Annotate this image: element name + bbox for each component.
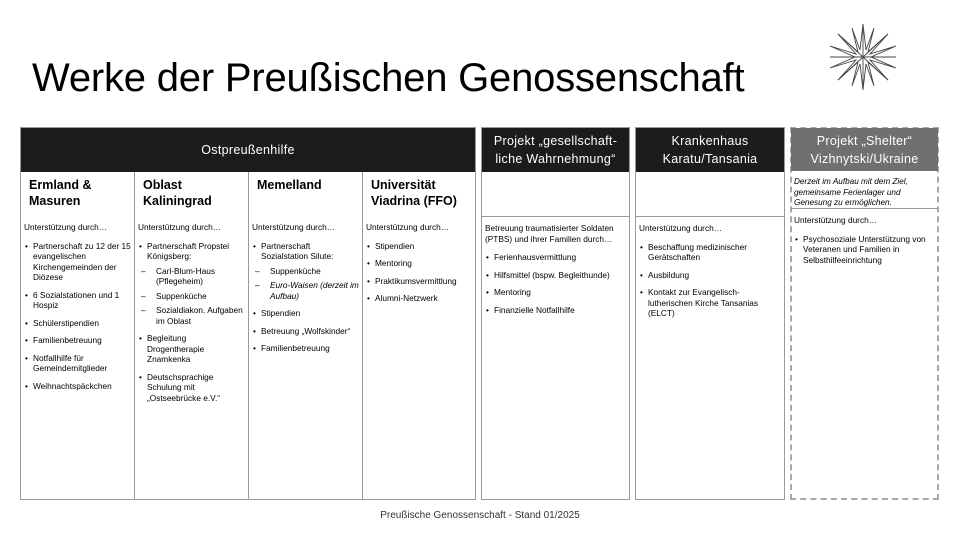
list-item: • Mentoring — [485, 287, 626, 298]
list-item: • Betreuung „Wolfskinder“ — [252, 326, 359, 337]
list-item: • Kontakt zur Evangelisch-lutherischen Kirche Tansanias (ELCT) — [639, 287, 781, 319]
item-list — [639, 242, 781, 319]
empty-subheader — [636, 172, 784, 217]
panel-header: Krankenhaus Karatu/Tansania — [636, 128, 784, 172]
column-oblast-kaliningrad — [135, 172, 249, 499]
list-item: • Hilfsmittel (bspw. Begleithunde) — [485, 270, 626, 281]
column-memelland — [249, 172, 363, 499]
list-item: • Stipendien — [252, 308, 359, 319]
maltese-cross-star-icon — [826, 20, 900, 94]
column-universitaet-viadrina — [363, 172, 475, 499]
sub-list-item: – Suppenküche — [252, 266, 359, 277]
item-list — [485, 252, 626, 315]
list-item: • Begleitung Drogentherapie Znamkenka — [138, 333, 245, 365]
list-item: • 6 Sozialstationen und 1 Hospiz — [24, 290, 131, 311]
panel-header: Projekt „Shelter“ Vizhnytski/Ukraine — [791, 128, 938, 171]
list-item: • Partnerschaft zu 12 der 15 evangelischen Kirchengemeinden der Diözese — [24, 241, 131, 283]
panel-ostpreussenhilfe — [20, 127, 476, 500]
list-item: • Familienbetreuung — [252, 343, 359, 354]
list-item: • Schülerstipendien — [24, 318, 131, 329]
list-item: • Partnerschaft Sozialstation Silute: — [252, 241, 359, 262]
column-ermland-masuren — [21, 172, 135, 499]
list-item: • Finanzielle Notfallhilfe — [485, 305, 626, 316]
panel-projekt-wahrnehmung — [481, 127, 630, 500]
panel-header: Ostpreußenhilfe — [21, 128, 475, 172]
panel-intro: Betreuung traumatisierter Soldaten (PTBS) und ihrer Familien durch… — [485, 223, 614, 244]
panel-projekt-shelter — [790, 127, 939, 500]
panel-note: Derzeit im Aufbau mit dem Ziel, gemeinsame Ferienlager und Genesung zu ermöglichen. — [791, 171, 938, 209]
item-list — [138, 241, 245, 404]
column-intro: Unterstützung durch… — [24, 222, 108, 232]
column-heading: Memelland — [257, 178, 322, 192]
column-intro: Unterstützung durch… — [138, 222, 222, 232]
column-heading: Ermland & Masuren — [29, 178, 92, 208]
panel-header: Projekt „gesellschaft-liche Wahrnehmung“ — [482, 128, 629, 172]
column-heading: Oblast Kaliningrad — [143, 178, 212, 208]
list-item: • Ferienhausvermittlung — [485, 252, 626, 263]
item-list — [24, 241, 131, 392]
list-item: • Beschaffung medizinischer Gerätschaften — [639, 242, 781, 263]
list-item: • Praktikumsvermittlung — [366, 276, 472, 287]
list-item: • Ausbildung — [639, 270, 781, 281]
list-item: • Alumni-Netzwerk — [366, 293, 472, 304]
item-list — [252, 241, 359, 354]
list-item: • Partnerschaft Propstei Königsberg: — [138, 241, 245, 262]
column-intro: Unterstützung durch… — [366, 222, 450, 232]
list-item: • Deutschsprachige Schulung mit „Ostseebrücke e.V.“ — [138, 372, 245, 404]
list-item: • Weihnachtspäckchen — [24, 381, 131, 392]
column-heading: Universität Viadrina (FFO) — [371, 178, 457, 208]
list-item: • Mentoring — [366, 258, 472, 269]
panel-intro: Unterstützung durch… — [794, 215, 878, 225]
list-item: • Stipendien — [366, 241, 472, 252]
panel-krankenhaus-karatu — [635, 127, 785, 500]
item-list — [366, 241, 472, 304]
sub-list-item: – Euro-Waisen (derzeit im Aufbau) — [252, 280, 359, 301]
panel-intro: Unterstützung durch… — [639, 223, 723, 233]
sub-list-item: – Carl-Blum-Haus (Pflegeheim) — [138, 266, 245, 287]
footer-text: Preußische Genossenschaft - Stand 01/2025 — [380, 510, 580, 521]
list-item: • Psychosoziale Unterstützung von Veteranen und Familien in Selbsthilfeeinrichtung — [794, 234, 935, 266]
page-title: Werke der Preußischen Genossenschaft — [32, 56, 745, 100]
column-intro: Unterstützung durch… — [252, 222, 336, 232]
list-item: • Familienbetreuung — [24, 335, 131, 346]
empty-subheader — [482, 172, 629, 217]
sub-list-item: – Sozialdiakon. Aufgaben im Oblast — [138, 305, 245, 326]
item-list — [794, 234, 935, 266]
list-item: • Notfallhilfe für Gemeindemitglieder — [24, 353, 131, 374]
sub-list-item: – Suppenküche — [138, 291, 245, 302]
